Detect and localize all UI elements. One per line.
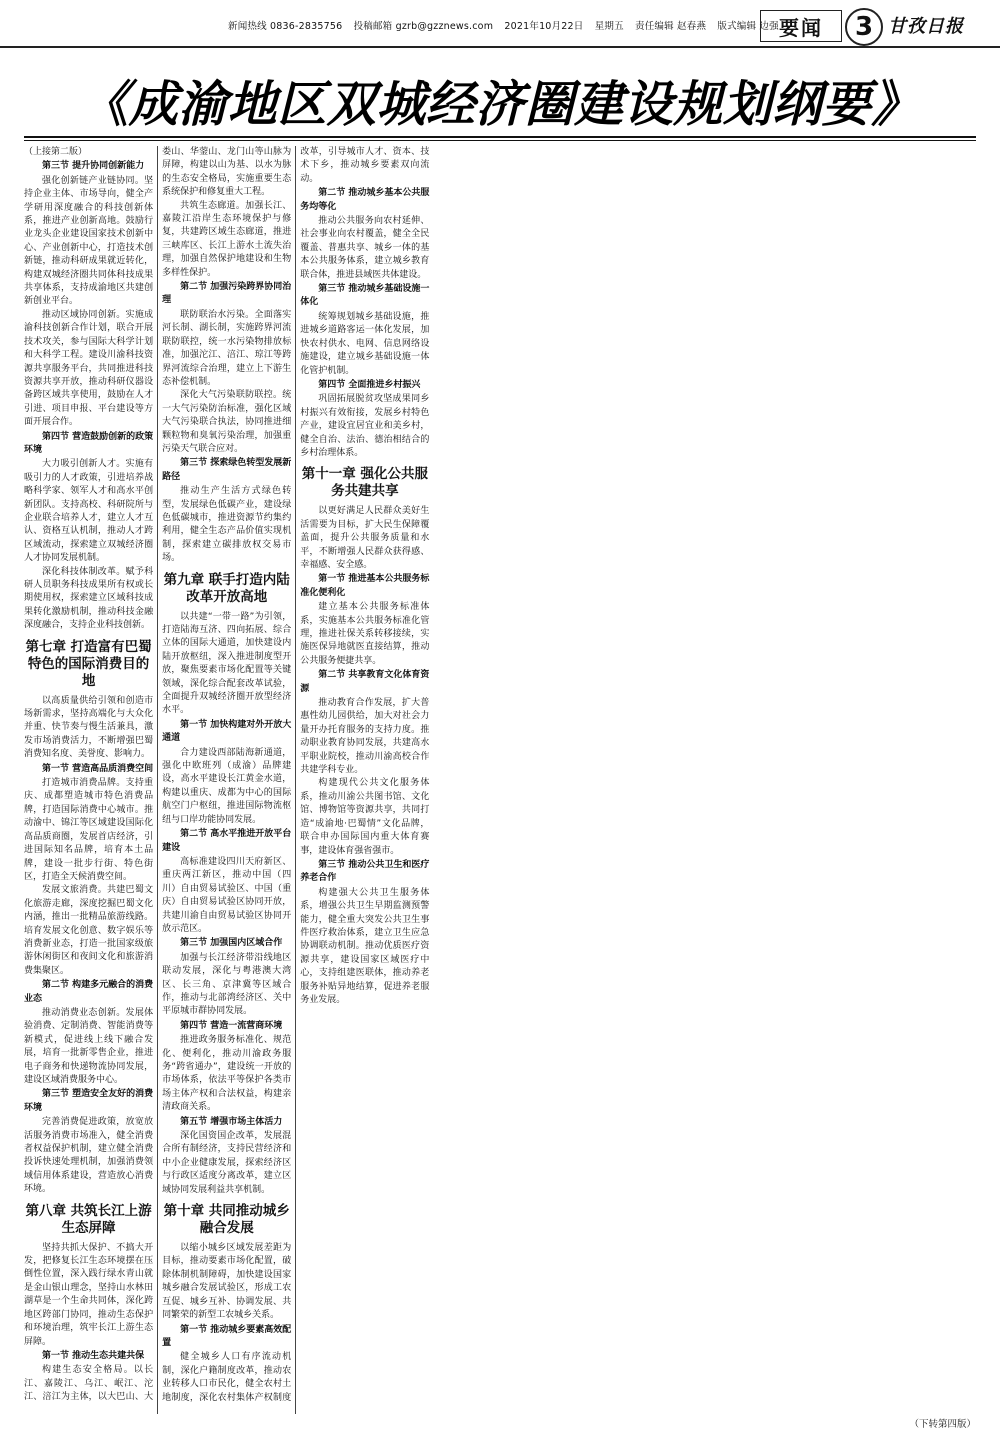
section-heading: 第一节 推动城乡要素高效配置 xyxy=(162,1324,292,1348)
headline-rule-thin xyxy=(24,140,976,141)
article-paragraph: 以更好满足人民群众美好生活需要为目标，扩大民生保障覆盖面，提升公共服务质量和水平，不断增强人民群众获得感、幸福感、安全感。 xyxy=(300,506,430,570)
chapter-heading: 第七章 打造富有巴蜀特色的国际消费目的地 xyxy=(25,638,152,689)
article-paragraph: 加强与长江经济带沿线地区联动发展，深化与粤港澳大湾区、长三角、京津冀等区域合作，推动与北部湾经济区、关中平原城市群协同发展。 xyxy=(162,952,292,1017)
headline-rule xyxy=(24,136,976,138)
article-paragraph: 巩固拓展脱贫攻坚成果同乡村振兴有效衔接，发展乡村特色产业，建设宜居宜业和美乡村，健全自治、法治、德治相结合的乡村治理体系。 xyxy=(300,394,430,458)
article-paragraph: 合力建设西部陆海新通道，强化中欧班列（成渝）品牌建设，高水平建设长江黄金水道，构建以重庆、成都为中心的国际航空门户枢纽，推进国际物流枢纽与口岸功能协同发展。 xyxy=(162,747,292,825)
article-paragraph: 推动生产生活方式绿色转型，发展绿色低碳产业，建设绿色低碳城市，推进资源节约集约利用，健全生态产品价值实现机制，探索建立碳排放权交易市场。 xyxy=(162,486,292,564)
masthead-bar xyxy=(0,0,1000,48)
masthead-meta xyxy=(228,18,787,32)
article-paragraph: 强化创新链产业链协同。坚持企业主体、市场导向，健全产学研用深度融合的科技创新体系，推进产业创新高地。鼓励行业龙头企业建设国家技术创新中心、产业创新中心，打造技术创新链，推动科研成果就近转化，构建双城经济圈共同体科技成果共享体系，支持成渝地区共建创新创业平台。 xyxy=(24,175,154,307)
article-paragraph: 完善消费促进政策，放宽放活服务消费市场准入，健全消费者权益保护机制，建立健全消费投诉快速处理机制，加强消费领域信用体系建设，营造放心消费环境。 xyxy=(24,1117,154,1195)
article-paragraph: 深化国资国企改革，发展混合所有制经济，支持民营经济和中小企业健康发展，探索经济区与行政区适度分离改革，建立区域协同发展利益共享机制。 xyxy=(162,1131,292,1195)
editor-credit: 责任编辑 赵春燕 xyxy=(635,21,707,32)
article-paragraph: 构建现代公共文化服务体系，推动川渝公共图书馆、文化馆、博物馆等资源共享，共同打造“成渝地·巴蜀情”文化品牌，联合申办国际国内重大体育赛事，建设体育强省强市。 xyxy=(300,778,430,856)
article-intro: （上接第二版） xyxy=(24,147,88,157)
article-paragraph: 推进政务服务标准化、规范化、便利化，推动川渝政务服务“跨省通办”，建设统一开放的市场体系，依法平等保护各类市场主体产权和合法权益，构建亲清政商关系。 xyxy=(162,1035,292,1113)
issue-date: 2021年10月22日 xyxy=(504,21,584,32)
article-paragraph: 推动消费业态创新。发展体验消费、定制消费、智能消费等新模式，促进线上线下融合发展，培育一批新零售企业，推进电子商务和快递物流协同发展，建设区域消费服务中心。 xyxy=(24,1007,154,1085)
article-body xyxy=(24,146,982,1414)
section-heading: 第二节 推动城乡基本公共服务均等化 xyxy=(300,188,430,212)
paper-logo: 甘孜日报 xyxy=(888,16,964,37)
page-headline: 《成渝地区双城经济圈建设规划纲要》 xyxy=(79,75,921,133)
section-heading: 第三节 塑造安全友好的消费环境 xyxy=(24,1089,154,1113)
article-paragraph: 深化科技体制改革。赋予科研人员职务科技成果所有权或长期使用权，探索建立区域科技成果转化激励机制，推动科技金融深度融合，支持企业科技创新。 xyxy=(24,566,154,631)
section-heading: 第四节 营造鼓励创新的政策环境 xyxy=(24,431,154,455)
section-heading: 第三节 推动公共卫生和医疗养老合作 xyxy=(300,859,430,884)
section-heading: 第五节 增强市场主体活力 xyxy=(180,1116,283,1127)
article-paragraph: 高标准建设四川天府新区、重庆两江新区，推动中国（四川）自由贸易试验区、中国（重庆）自由贸易试验区协同开放，共建川渝自由贸易试验区协同开放示范区。 xyxy=(162,856,292,934)
section-heading: 第一节 加快构建对外开放大通道 xyxy=(162,719,292,744)
article-paragraph: 打造城市消费品牌。支持重庆、成都塑造城市特色消费品牌，打造国际消费中心城市。推动渝中、锦江等区域建设国际化高品质商圈，发展首店经济，引进国际知名品牌，培育本土品牌，建设一批步行街、特色街区，打造全天候消费空间。 xyxy=(24,778,154,882)
page-number: 3 xyxy=(845,8,883,46)
chapter-heading: 第十章 共同推动城乡融合发展 xyxy=(163,1203,290,1237)
article-paragraph: 联防联治水污染。全面落实河长制、湖长制，实施跨界河流联防联控，统一水污染物排放标准，加强沱江、涪江、琼江等跨界河流综合治理，建立上下游生态补偿机制。 xyxy=(162,309,292,387)
section-heading: 第一节 营造高品质消费空间 xyxy=(42,763,154,774)
designer-credit: 版式编辑 边强 xyxy=(717,21,779,32)
issue-weekday: 星期五 xyxy=(594,21,624,32)
article-paragraph: 推动区域协同创新。实施成渝科技创新合作计划，联合开展技术攻关，参与国际大科学计划和大科学工程。建设川渝科技资源共享服务平台，共同推进科技资源共享开放，推动科研仪器设备跨区域共享使用，鼓励在人才引进、项目申报、平台建设等方面开展合作。 xyxy=(24,309,154,428)
section-heading: 第二节 高水平推进开放平台建设 xyxy=(162,829,292,853)
article-paragraph: 统筹规划城乡基础设施，推进城乡道路客运一体化发展，加快农村供水、电网、信息网络设施建设，建立城乡基础设施一体化管护机制。 xyxy=(300,311,430,376)
article-paragraph: 以缩小城乡区域发展差距为目标，推动要素市场化配置，破除体制机制障碍，加快建设国家城乡融合发展试验区，形成工农互促、城乡互补、协调发展、共同繁荣的新型工农城乡关系。 xyxy=(162,1243,292,1321)
section-heading: 第四节 营造一流营商环境 xyxy=(180,1020,283,1031)
section-label: 要闻 xyxy=(760,10,842,42)
article-paragraph: 建立基本公共服务标准体系，实施基本公共服务标准化管理，推进社保关系转移接续，实施医保异地就医直接结算，推动公共服务便捷共享。 xyxy=(300,602,430,666)
chapter-heading: 第九章 联手打造内陆改革开放高地 xyxy=(163,571,290,605)
article-paragraph: 以共建“一带一路”为引领，打造陆海互济、四向拓展、综合立体的国际大通道，加快建设内陆开放枢纽，深入推进制度型开放，聚焦要素市场化配置等关键领域，深化综合配套改革试验，全面提升双城经济圈开放型经济水平。 xyxy=(162,611,292,716)
article-paragraph: 大力吸引创新人才。实施有吸引力的人才政策，引进培养战略科学家、领军人才和高水平创新团队。支持高校、科研院所与企业联合培养人才，建立人才互认、资格互认机制，推动人才跨区域流动，探索建立双城经济圈人才协同发展机制。 xyxy=(24,459,154,564)
article-paragraph: 推动教育合作发展，扩大普惠性幼儿园供给，加大对社会力量开办托育服务的支持力度。推动职业教育协同发展，共建高水平职业院校，推动川渝高校合作共建学科专业。 xyxy=(300,698,430,776)
section-heading: 第四节 全面推进乡村振兴 xyxy=(318,379,421,390)
article-paragraph: 共筑生态廊道。加强长江、嘉陵江沿岸生态环境保护与修复，共建跨区域生态廊道，推进三峡库区、长江上游水土流失治理，加强自然保护地建设和生物多样性保护。 xyxy=(162,200,292,278)
section-heading: 第三节 加强国内区域合作 xyxy=(180,938,283,949)
section-heading: 第三节 推动城乡基础设施一体化 xyxy=(300,284,430,308)
article-paragraph: 以高质量供给引领和创造市场新需求，坚持高端化与大众化并重、快节奏与慢生活兼具，激发市场消费活力，不断增强巴蜀消费知名度、美誉度、影响力。 xyxy=(24,695,154,760)
article-paragraph: 推动公共服务向农村延伸、社会事业向农村覆盖，健全全民覆盖、普惠共享、城乡一体的基本公共服务体系，建立城乡教育联合体，推进县域医共体建设。 xyxy=(300,216,430,280)
section-heading: 第二节 共享教育文化体育资源 xyxy=(300,670,430,694)
section-heading: 第二节 构建多元融合的消费业态 xyxy=(24,980,154,1004)
article-paragraph: 坚持共抓大保护、不搞大开发，把修复长江生态环境摆在压倒性位置，深入践行绿水青山就是金山银山理念，坚持山水林田湖草是一个生命共同体，深化跨地区跨部门协同，推动生态保护和环境治理，筑牢长江上游生态屏障。 xyxy=(24,1242,154,1347)
section-heading: 第三节 探索绿色转型发展新路径 xyxy=(162,458,292,482)
section-heading: 第二节 加强污染跨界协同治理 xyxy=(162,282,292,306)
article-paragraph: 深化大气污染联防联控。统一大气污染防治标准，强化区域大气污染联合执法，协同推进细颗粒物和臭氧污染治理，加强重污染天气联合应对。 xyxy=(162,390,292,454)
chapter-heading: 第八章 共筑长江上游生态屏障 xyxy=(25,1202,152,1236)
article-paragraph: 发展文旅消费。共建巴蜀文化旅游走廊，深度挖掘巴蜀文化内涵，推出一批精品旅游线路。培育发展文化创意、数字娱乐等消费新业态，打造一批国家级旅游休闲街区和夜间文化和旅游消费集聚区。 xyxy=(24,885,154,976)
continued-note: （下转第四版） xyxy=(909,1419,976,1430)
article-paragraph: 构建生态安全格局。以长江、嘉陵江、乌江、岷江、沱江、涪江为主体，以大巴山、大娄山、华蓥山、龙门山等山脉为屏障，构建以山为基、以水为脉的生态安全格局，实施重要生态系统保护和修复重大工程。 xyxy=(24,147,292,1403)
section-heading: 第一节 推动生态共建共保 xyxy=(42,1350,145,1361)
section-heading: 第三节 提升协同创新能力 xyxy=(42,161,145,172)
article-paragraph: 健全城乡人口有序流动机制，深化户籍制度改革，推动农业转移人口市民化，健全农村土地制度，深化农村集体产权制度改革，引导城市人才、资本、技术下乡，推动城乡要素双向流动。 xyxy=(162,147,430,1403)
section-heading: 第一节 推进基本公共服务标准化便利化 xyxy=(300,574,430,598)
submission-email: 投稿邮箱 gzrb@gzznews.com xyxy=(353,21,494,32)
chapter-heading: 第十一章 强化公共服务共建共享 xyxy=(301,466,428,500)
article-paragraph: 构建强大公共卫生服务体系，增强公共卫生早期监测预警能力，健全重大突发公共卫生事件医疗救治体系，建立卫生应急协调联动机制。推动优质医疗资源共享，建设国家区域医疗中心，支持组建医联体，推动养老服务补贴异地结算，促进养老服务业发展。 xyxy=(300,887,430,1005)
news-hotline: 新闻热线 0836-2835756 xyxy=(228,21,343,32)
